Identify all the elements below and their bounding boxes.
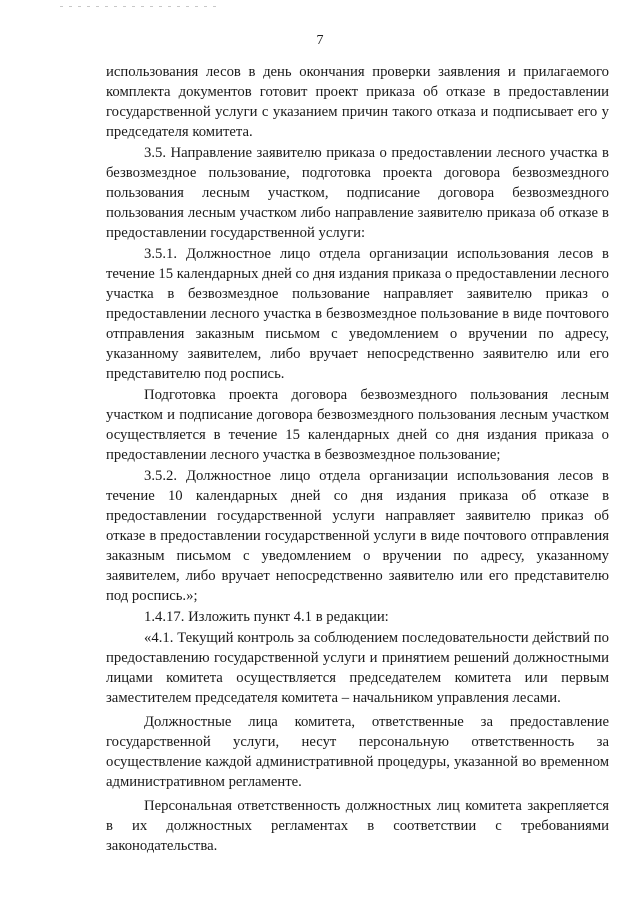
paragraph-personal-responsibility: Персональная ответственность должностных лиц комитета закрепляется в их должностных регламентах в соответствии с требованиями законодательства. (106, 798, 609, 854)
paragraph-responsibility: Должностные лица комитета, ответственные за предоставление государственной услуги, несут персональную ответственность за осуществление каждой административной процедуры, указанной во временном административном регламенте. (106, 714, 609, 790)
paragraph-section-4-1: «4.1. Текущий контроль за соблюдением последовательности действий по предоставлению государственной услуги и принятием решений должностными лицами комитета осуществляется председателем комитета или первым заместителем председателя комитета – начальником управления лесами. (106, 630, 609, 706)
paragraph-section-3-5-2: 3.5.2. Должностное лицо отдела организации использования лесов в течение 10 календарных дней со дня издания приказа об отказе в предоставлении государственной услуги направляет заявителю приказ об отказе в предоставлении государственной услуги в виде почтового отправления заказным письмом с уведомлением о вручении по адресу, указанному заявителем, либо вручает непосредственно заявителю или его представителю под роспись.»; (106, 468, 609, 604)
paragraph-continuation: использования лесов в день окончания проверки заявления и прилагаемого комплекта документов готовит проект приказа об отказе в предоставлении государственной услуги с указанием причин такого отказа и подписывает его у председателя комитета. (106, 64, 609, 140)
paragraph-section-3-5-1: 3.5.1. Должностное лицо отдела организации использования лесов в течение 15 календарных дней со дня издания приказа о предоставлении лесного участка в безвозмездное пользование направляет заявителю приказ о предоставлении лесного участка в безвозмездное пользование в виде почтового отправления заказным письмом с уведомлением о вручении по адресу, указанному заявителем, либо вручает непосредственно заявителю или его представителю под роспись. (106, 246, 609, 382)
paragraph-amendment-1-4-17: 1.4.17. Изложить пункт 4.1 в редакции: (144, 609, 389, 625)
paragraph-contract-preparation: Подготовка проекта договора безвозмездного пользования лесным участком и подписание договора безвозмездного пользования лесным участком осуществляется в течение 15 календарных дней со дня издания приказа о предоставлении лесного участка в безвозмездное пользование; (106, 387, 609, 463)
scan-artifact-line (60, 6, 220, 7)
document-body (106, 62, 609, 857)
paragraph-section-3-5: 3.5. Направление заявителю приказа о предоставлении лесного участка в безвозмездное пользование, подготовка проекта договора безвозмездного пользования лесным участком, подписание договора безвозмездного пользования лесным участком либо направление заявителю приказа об отказе в предоставлении государственной услуги: (106, 145, 609, 241)
page-number: 7 (316, 33, 324, 48)
